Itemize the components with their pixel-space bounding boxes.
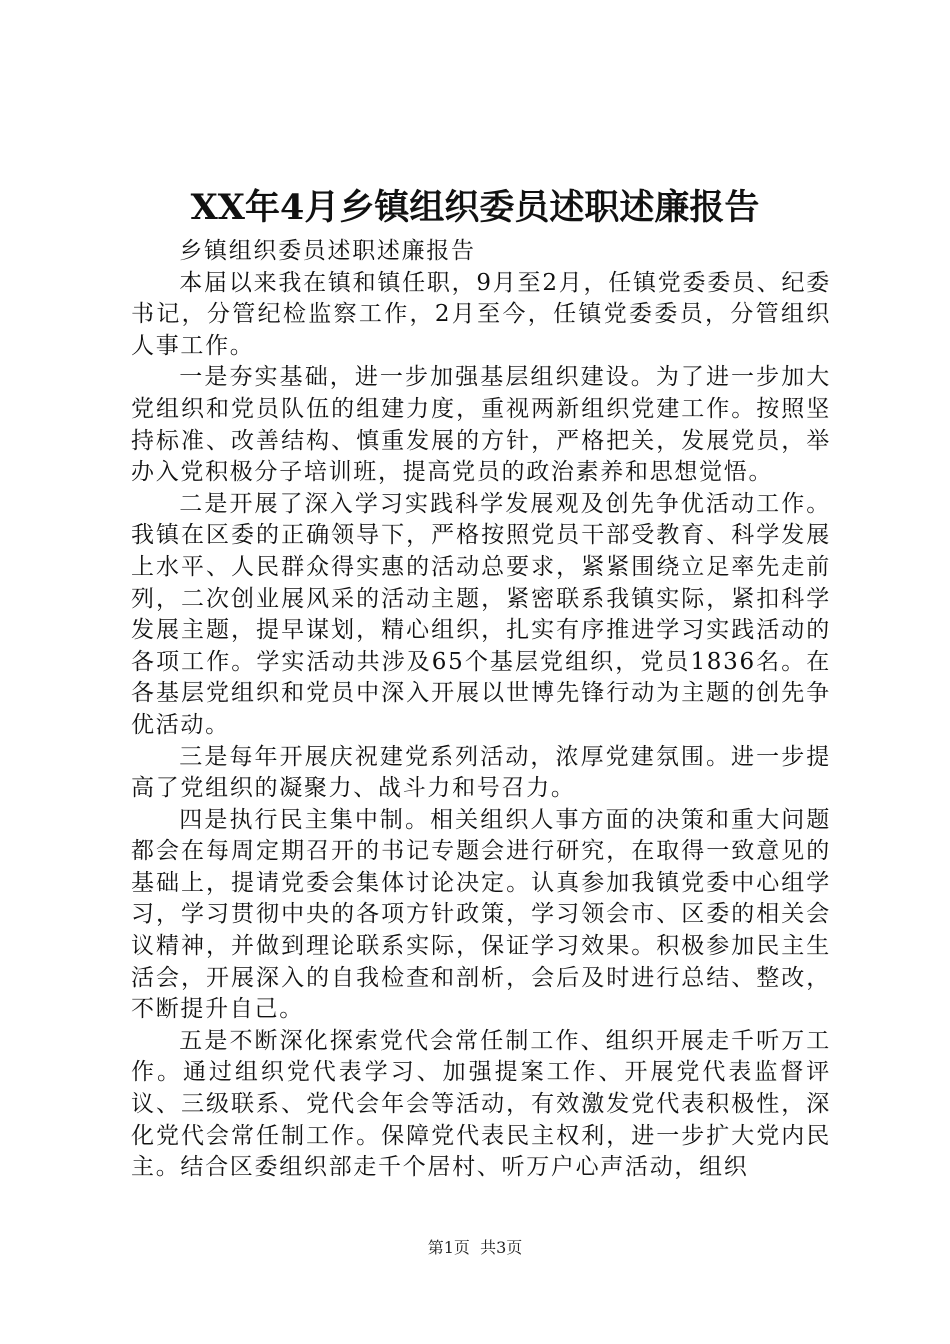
page-number: 第1页: [427, 1238, 470, 1257]
document-title: XX年4月乡镇组织委员述职述廉报告: [190, 187, 760, 228]
subtitle-paragraph: 乡镇组织委员述职述廉报告: [179, 238, 476, 264]
document-body: [131, 236, 831, 1184]
section-four-paragraph: 四是执行民主集中制。相关组织人事方面的决策和重大问题都会在每周定期召开的书记专题会进行研究，在取得一致意见的基础上，提请党委会集体讨论决定。认真参加我镇党委中心组学习，学习贯彻中央的各项方针政策，学习领会市、区委的相关会议精神，并做到理论联系实际，保证学习效果。积极参加民主生活会，开展深入的自我检查和剖析，会后及时进行总结、整改，不断提升自己。: [131, 806, 831, 1023]
section-three-paragraph: 三是每年开展庆祝建党系列活动，浓厚党建氛围。进一步提高了党组织的凝聚力、战斗力和号召力。: [131, 743, 831, 802]
section-five-paragraph: 五是不断深化探索党代会常任制工作、组织开展走千听万工作。通过组织党代表学习、加强提案工作、开展党代表监督评议、三级联系、党代会年会等活动，有效激发党代表积极性，深化党代会常任制工作。保障党代表民主权利，进一步扩大党内民主。结合区委组织部走千个居村、听万户心声活动，组织: [131, 1027, 831, 1181]
page-footer: [0, 1237, 950, 1259]
section-two-paragraph: 二是开展了深入学习实践科学发展观及创先争优活动工作。我镇在区委的正确领导下，严格按照党员干部受教育、科学发展上水平、人民群众得实惠的活动总要求，紧紧围绕立足率先走前列，二次创业展风采的活动主题，紧密联系我镇实际，紧扣科学发展主题，提早谋划，精心组织，扎实有序推进学习实践活动的各项工作。学实活动共涉及65个基层党组织，党员1836名。在各基层党组织和党员中深入开展以世博先锋行动为主题的创先争优活动。: [131, 490, 831, 738]
total-pages: 共3页: [480, 1238, 523, 1257]
intro-paragraph: 本届以来我在镇和镇任职，9月至2月，任镇党委委员、纪委书记，分管纪检监察工作，2月至今，任镇党委委员，分管组织人事工作。: [131, 269, 831, 359]
footer-separator: [470, 1238, 480, 1257]
section-one-paragraph: 一是夯实基础，进一步加强基层组织建设。为了进一步加大党组织和党员队伍的组建力度，重视两新组织党建工作。按照坚持标准、改善结构、慎重发展的方针，严格把关，发展党员，举办入党积极分子培训班，提高党员的政治素养和思想觉悟。: [131, 364, 831, 486]
